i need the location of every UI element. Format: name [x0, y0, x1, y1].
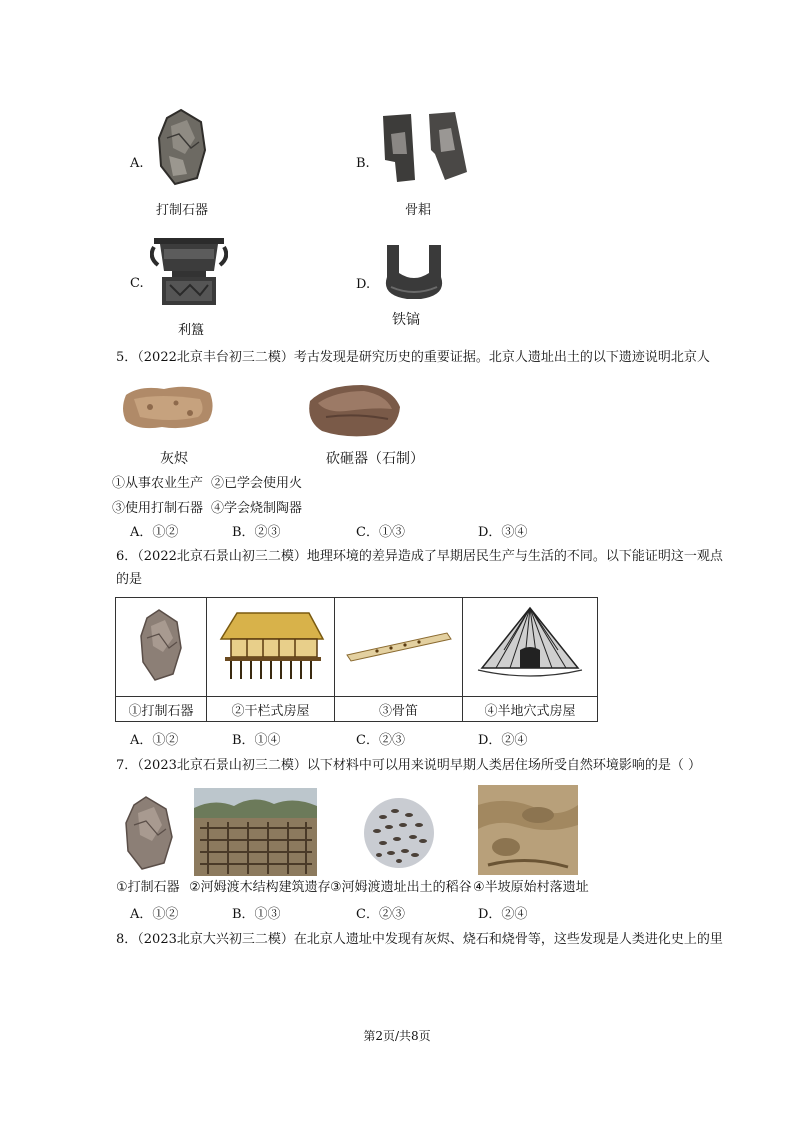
option-c-caption: 利簋 — [177, 323, 204, 338]
q7-caption-3: ③河姆渡遗址出土的稻谷 — [330, 880, 472, 895]
q5-choice-b[interactable]: B．②③ — [232, 525, 281, 540]
q6-cell-2 — [207, 598, 335, 697]
wooden-building-remains-photo-icon — [194, 788, 317, 876]
page-number-footer: 第2页/共8页 — [363, 1029, 431, 1043]
stone-chopper-icon — [306, 381, 402, 439]
q6-cell-4 — [463, 598, 598, 697]
option-d-letter: D. — [356, 277, 371, 292]
q7-caption-4: ④半坡原始村落遗址 — [473, 880, 589, 895]
q5-statement-2: ②已学会使用火 — [211, 476, 303, 491]
q6-choice-c[interactable]: C．②③ — [356, 733, 405, 748]
q6-choice-b[interactable]: B．①④ — [232, 733, 281, 748]
q5-image-2-caption: 砍砸器（石制） — [326, 451, 424, 467]
question-6-stem-line1: 6．（2022北京石景山初三二模）地理环境的差异造成了早期居民生产与生活的不同。以下能证明这一观点 — [116, 549, 723, 564]
option-b-caption: 骨耜 — [404, 203, 431, 218]
q5-statement-1: ①从事农业生产 — [112, 476, 204, 491]
question-6-stem-line2: 的是 — [116, 572, 143, 587]
q7-choice-d[interactable]: D．②④ — [478, 907, 528, 922]
q5-choice-a[interactable]: A．①② — [130, 525, 179, 540]
q6-caption-2: ②干栏式房屋 — [207, 697, 335, 722]
bone-spade-icon — [375, 110, 470, 185]
q5-choice-c[interactable]: C．①③ — [356, 525, 405, 540]
q5-choice-d[interactable]: D．③④ — [478, 525, 528, 540]
bronze-gui-vessel-icon — [150, 235, 228, 307]
semi-subterranean-hut-icon — [476, 604, 584, 686]
q5-image-1-caption: 灰烬 — [160, 451, 188, 467]
question-8-stem: 8．（2023北京大兴初三二模）在北京人遗址中发现有灰烬、烧石和烧骨等，这些发现是人类进化史上的里 — [116, 932, 723, 947]
option-a-letter: A. — [130, 156, 144, 171]
flaked-stone-tool-icon — [139, 608, 183, 682]
q7-caption-2: ②河姆渡木结构建筑遗存 — [189, 880, 331, 895]
q7-choice-c[interactable]: C．②③ — [356, 907, 405, 922]
option-d-caption: 铁镐 — [392, 312, 420, 328]
q5-statement-4: ④学会烧制陶器 — [211, 501, 303, 516]
q5-statement-3: ③使用打制石器 — [112, 501, 204, 516]
ash-lump-icon — [120, 383, 216, 433]
q6-choice-a[interactable]: A．①② — [130, 733, 179, 748]
q6-cell-3 — [335, 598, 463, 697]
q7-choice-a[interactable]: A．①② — [130, 907, 179, 922]
rice-grains-photo-icon — [363, 797, 435, 869]
q6-image-table — [115, 597, 598, 722]
flaked-stone-tool-icon — [124, 795, 176, 871]
question-7-stem: 7．（2023北京石景山初三二模）以下材料中可以用来说明早期人类居住场所受自然环境影响的是（ ） — [116, 758, 701, 773]
iron-hoe-head-icon — [381, 243, 447, 301]
q7-caption-1: ①打制石器 — [116, 880, 180, 895]
option-c-letter: C. — [130, 276, 144, 291]
question-5-stem: 5．（2022北京丰台初三二模）考古发现是研究历史的重要证据。北京人遗址出土的以下遗迹说明北京人 — [116, 350, 710, 365]
banpo-village-site-photo-icon — [478, 785, 578, 875]
q7-choice-b[interactable]: B．①③ — [232, 907, 281, 922]
option-a-caption: 打制石器 — [155, 203, 208, 218]
option-b-letter: B. — [356, 156, 370, 171]
q6-cell-1 — [116, 598, 207, 697]
q6-caption-4: ④半地穴式房屋 — [463, 697, 598, 722]
q6-caption-3: ③骨笛 — [335, 697, 463, 722]
stilt-house-icon — [217, 609, 325, 681]
flaked-stone-tool-icon — [157, 108, 207, 186]
bone-flute-icon — [343, 625, 455, 665]
q6-caption-1: ①打制石器 — [116, 697, 207, 722]
q6-choice-d[interactable]: D．②④ — [478, 733, 528, 748]
